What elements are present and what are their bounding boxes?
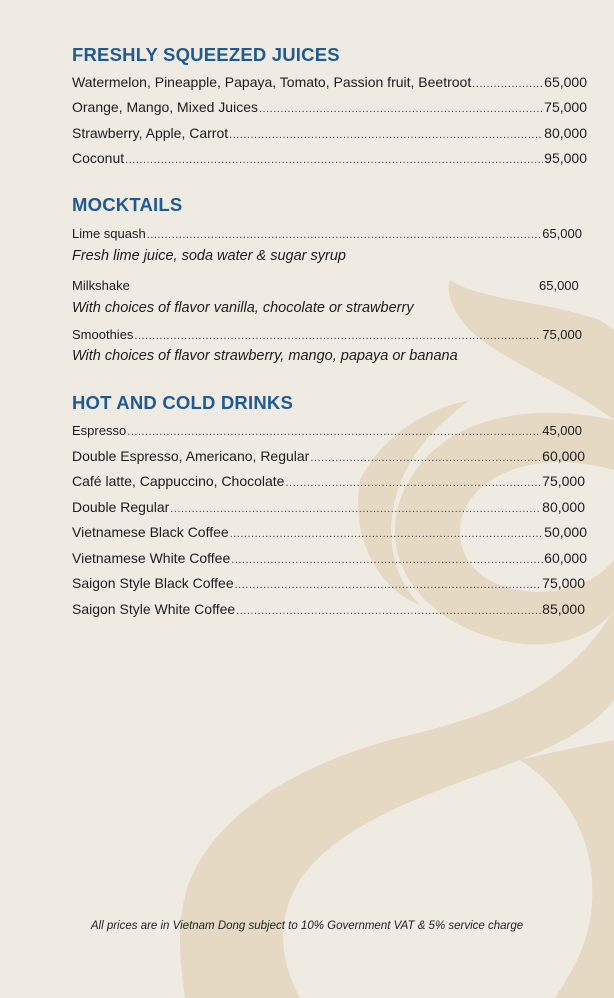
menu-item-row: [72, 473, 585, 491]
item-price: 80,000: [542, 499, 585, 515]
item-description: With choices of flavor vanilla, chocolate or strawberry: [72, 300, 414, 316]
section-heading-drinks: HOT AND COLD DRINKS: [72, 392, 293, 413]
item-price: 75,000: [542, 327, 582, 342]
item-price: 65,000: [542, 226, 582, 241]
section-juices: [72, 44, 587, 66]
item-description: Fresh lime juice, soda water & sugar syrup: [72, 248, 346, 264]
menu-item-row: [72, 575, 585, 593]
menu-item-row: [72, 524, 587, 542]
dot-leader: [147, 227, 542, 243]
dot-leader: [230, 526, 543, 542]
dot-leader: [134, 328, 541, 344]
dot-leader: [170, 501, 541, 517]
dot-leader: [235, 577, 542, 593]
item-name: Coconut: [72, 150, 125, 166]
menu-item-row: [72, 74, 587, 92]
item-name: Watermelon, Pineapple, Papaya, Tomato, Passion fruit, Beetroot: [72, 74, 472, 90]
item-name: Espresso: [72, 423, 127, 438]
item-price: 45,000: [542, 423, 582, 438]
item-name: Smoothies: [72, 327, 134, 342]
menu-item-row: [72, 423, 582, 440]
dot-leader: [236, 603, 541, 619]
menu-item-row: [72, 601, 585, 619]
dot-leader: [259, 101, 543, 117]
dot-leader: [231, 552, 543, 568]
dot-leader: [125, 152, 543, 168]
dot-leader: [472, 76, 543, 92]
menu-item-row: [72, 448, 585, 466]
section-heading-juices: FRESHLY SQUEEZED JUICES: [72, 44, 340, 65]
item-price: 75,000: [542, 473, 585, 489]
item-name: Saigon Style Black Coffee: [72, 575, 234, 591]
item-price: 80,000: [544, 125, 587, 141]
item-name: Double Espresso, Americano, Regular: [72, 448, 310, 464]
menu-item-row: [72, 499, 585, 517]
item-name: Saigon Style White Coffee: [72, 601, 236, 617]
item-price: 65,000: [539, 278, 579, 293]
item-description: With choices of flavor strawberry, mango, papaya or banana: [72, 348, 458, 364]
item-price: 95,000: [544, 150, 587, 166]
item-name: Orange, Mango, Mixed Juices: [72, 99, 258, 115]
section-heading-mocktails: MOCKTAILS: [72, 194, 183, 215]
item-price: 75,000: [544, 99, 587, 115]
dot-leader: [127, 424, 541, 440]
footer-note: All prices are in Vietnam Dong subject to 10% Government VAT & 5% service charge: [90, 920, 524, 932]
item-name: Vietnamese Black Coffee: [72, 524, 229, 540]
menu-item-row: [72, 125, 587, 143]
menu-item-row: [72, 150, 587, 168]
section-drinks: [72, 392, 587, 414]
item-price: 60,000: [542, 448, 585, 464]
menu-item-row: [72, 327, 582, 344]
item-name: Lime squash: [72, 226, 146, 241]
menu-item-row: [72, 550, 587, 568]
item-name: Double Regular: [72, 499, 170, 515]
dot-leader: [310, 450, 541, 466]
dot-leader: [285, 475, 541, 491]
item-price: 50,000: [544, 524, 587, 540]
item-name: Milkshake: [72, 278, 130, 293]
item-price: 85,000: [542, 601, 585, 617]
item-name: Vietnamese White Coffee: [72, 550, 231, 566]
dot-leader: [229, 127, 543, 143]
menu-item-row: [72, 226, 582, 243]
section-mocktails: [72, 194, 587, 216]
item-price: 65,000: [544, 74, 587, 90]
item-price: 75,000: [542, 575, 585, 591]
item-price: 60,000: [544, 550, 587, 566]
item-name: Café latte, Cappuccino, Chocolate: [72, 473, 285, 489]
menu-item-row: [72, 99, 587, 117]
item-name: Strawberry, Apple, Carrot: [72, 125, 229, 141]
